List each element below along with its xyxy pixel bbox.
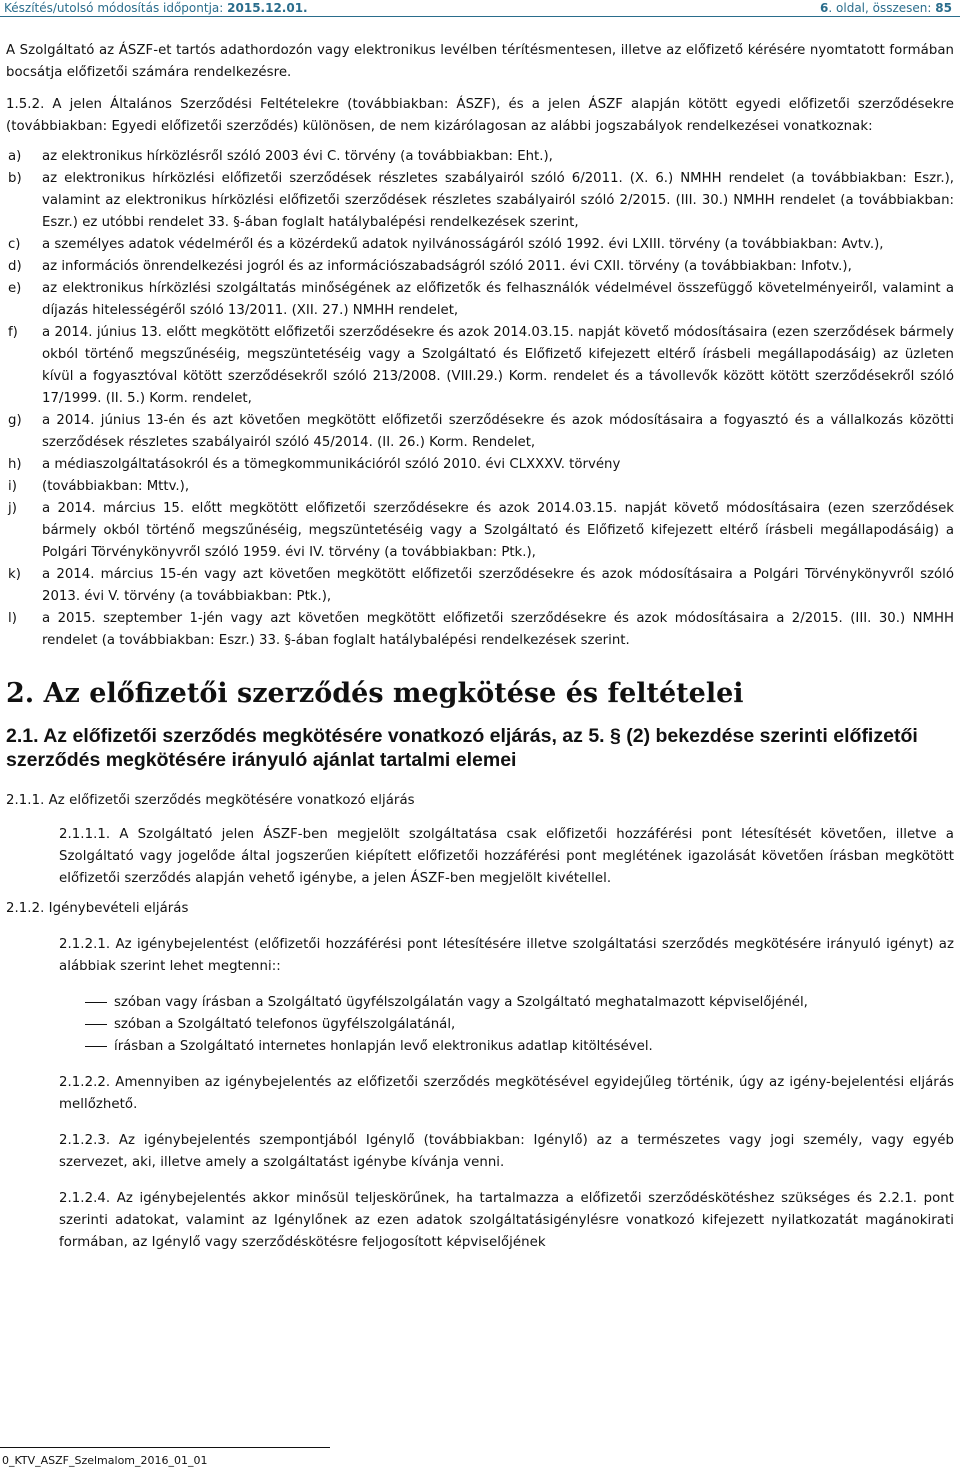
list-marker: c) (8, 237, 21, 252)
header-rule (0, 16, 960, 17)
header-right (820, 0, 952, 16)
section-2-heading: 2. Az előfizetői szerződés megkötése és feltételei (6, 678, 744, 709)
law-list-item (6, 322, 954, 410)
page-footer (0, 1447, 960, 1469)
law-list-item (6, 608, 954, 652)
list-item-text: a 2015. szeptember 1-jén vagy azt követően megkötött előfizetői szerződésekre és azok módosításaira a 2/2015. (III. 30.) NMHH rendelet (a továbbiakban: Eszr.) 33. §-ában foglalt hatálybalépési rendelkezések szerint. (42, 611, 954, 648)
list-marker: d) (8, 259, 22, 274)
section-2-1-2-3-paragraph: 2.1.2.3. Az igénybejelentés szempontjából Igénylő (továbbiakban: Igénylő) az a természetes vagy jogi személy, vagy egyéb szervezet, aki, illetve amely a szolgáltatást igénybe kívánja venni. (59, 1133, 954, 1170)
list-item-text: a 2014. március 15-én vagy azt követően megkötött előfizetői szerződésekre és azok módosításaira a Polgári Törvénykönyvről szóló 2013. évi V. törvény (a továbbiakban: Ptk.), (42, 567, 954, 604)
section-2-1-2-heading: 2.1.2. Igénybevételi eljárás (6, 901, 189, 916)
list-marker: e) (8, 281, 22, 296)
list-marker: f) (8, 325, 18, 340)
header-page-label: . oldal, összesen: (828, 1, 932, 15)
intro-paragraph: A Szolgáltató az ÁSZF-et tartós adathordozón vagy elektronikus levélben térítésmentesen, illetve az előfizető kérésére nyomtatott formában bocsátja előfizetői számára rendelkezésre. (6, 43, 954, 80)
list-item-text: a 2014. június 13. előtt megkötött előfizetői szerződésekre és azok 2014.03.15. napját követő módosításaira (ezen szerződések bármely okból történő megszűnéséig, megszüntetéséig vagy a Szolgáltató és Előfizető kifejezett eltérő írásbeli megállapodásáig) az üzleten kívül a fogyasztóval kötött szerződésekről szóló 213/2008. (VIII.29.) Korm. rendelet és a távollevők között kötött szerződésekről szóló 17/1999. (II. 5.) Korm. rendelet, (42, 325, 954, 406)
list-marker: k) (8, 567, 21, 582)
section-2-1-heading: 2.1. Az előfizetői szerződés megkötésére vonatkozó eljárás, az 5. § (2) bekezdése szerinti előfizetői szerződés megkötésére irányuló ajánlat tartalmi elemei (6, 725, 918, 771)
request-channel-text: szóban a Szolgáltató telefonos ügyfélszolgálatánál, (114, 1017, 456, 1032)
footer-rule (0, 1447, 330, 1448)
list-item-text: az elektronikus hírközlésről szóló 2003 évi C. törvény (a továbbiakban: Eht.), (42, 149, 553, 164)
document-body (6, 40, 954, 1254)
list-item-text: a 2014. június 13-én és azt követően megkötött előfizetői szerződésekre és azok módosításaira a fogyasztó és a vállalkozás közötti szerződések részletes szabályairól szóló 45/2014. (II. 26.) Korm. Rendelet, (42, 413, 954, 450)
request-channels-list (6, 992, 954, 1058)
section-2-1-2-4-block (59, 1188, 954, 1254)
request-channel-text: szóban vagy írásban a Szolgáltató ügyfélszolgálatán vagy a Szolgáltató meghatalmazott képviselőjénél, (114, 995, 808, 1010)
list-item-text: az elektronikus hírközlési előfizetői szerződések részletes szabályairól szóló 6/2011. (X. 6.) NMHH rendelet (a továbbiakban: Eszr.), valamint az elektronikus hírközlési előfizetői szerződések részletes szabályairól szóló 2/2015. (III. 30.) NMHH rendelet (a továbbiakban: Eszr.) ez utóbbi rendelet 33. §-ában foglalt hatálybalépési rendelkezések szerint, (42, 171, 954, 230)
list-item-text: a személyes adatok védelméről és a közérdekű adatok nyilvánosságáról szóló 1992. évi LXIII. törvény (a továbbiakban: Avtv.), (42, 237, 884, 252)
law-list-item (6, 256, 954, 278)
list-marker: j) (8, 501, 17, 516)
section-2-1-2-1-block (59, 934, 954, 978)
law-list-item (6, 498, 954, 564)
list-marker: a) (8, 149, 22, 164)
header-date: 2015.12.01. (227, 1, 308, 15)
section-2-1-2-1-paragraph: 2.1.2.1. Az igénybejelentést (előfizetői hozzáférési pont létesítésére illetve szolgáltatási szerződés megkötésére irányuló igényt) az alábbiak szerint lehet megtenni:: (59, 937, 954, 974)
law-list (6, 146, 954, 652)
law-list-item (6, 234, 954, 256)
header-page-total: 85 (935, 1, 952, 15)
law-list-item (6, 278, 954, 322)
law-list-item (6, 146, 954, 168)
section-2-1-1-1-block (59, 824, 954, 890)
list-marker: i) (8, 479, 17, 494)
header-date-label: Készítés/utolsó módosítás időpontja: (4, 1, 224, 15)
list-item-text: (továbbiakban: Mttv.), (42, 479, 190, 494)
law-list-item (6, 454, 954, 476)
list-item-text: a 2014. március 15. előtt megkötött előfizetői szerződésekre és azok 2014.03.15. napját követő módosításaira (ezen szerződések bármely okból történő megszűnéséig, megszüntetéséig vagy a Szolgáltató és Előfizető kifejezett eltérő írásbeli megállapodásáig) a Polgári Törvénykönyvről szóló 1959. évi IV. törvény (a továbbiakban: Ptk.), (42, 501, 954, 560)
law-list-item (6, 476, 954, 498)
section-2-1-2-2-block (59, 1072, 954, 1116)
request-channel-item (59, 1014, 954, 1036)
header-left (4, 0, 308, 16)
section-1-5-2-paragraph: 1.5.2. A jelen Általános Szerződési Feltételekre (továbbiakban: ÁSZF), és a jelen ÁSZF alapján kötött egyedi előfizetői szerződésekre (továbbiakban: Egyedi előfizetői szerződés) különösen, de nem kizárólagosan az alábbi jogszabályok rendelkezései vonatkoznak: (6, 97, 954, 134)
law-list-item (6, 564, 954, 608)
list-marker: g) (8, 413, 22, 428)
law-list-item (6, 168, 954, 234)
dash-marker (59, 1014, 114, 1036)
section-2-1-1-heading: 2.1.1. Az előfizetői szerződés megkötésére vonatkozó eljárás (6, 793, 415, 808)
list-item-text: az információs önrendelkezési jogról és az információszabadságról szóló 2011. évi CXII. törvény (a továbbiakban: Infotv.), (42, 259, 852, 274)
list-item-text: az elektronikus hírközlési szolgáltatás minőségének az előfizetők és felhasználók védelmével összefüggő követelményeiről, valamint a díjazás hitelességéről szóló 13/2011. (XII. 27.) NMHH rendelet, (42, 281, 954, 318)
law-list-item (6, 410, 954, 454)
list-marker: h) (8, 457, 22, 472)
footer-filename: 0_KTV_ASZF_Szelmalom_2016_01_01 (2, 1454, 208, 1467)
section-2-1-2-4-paragraph: 2.1.2.4. Az igénybejelentés akkor minősül teljeskörűnek, ha tartalmazza a előfizetői szerződéskötéshez szükséges és 2.2.1. pont szerinti adatokat, valamint az Igénylőnek az ezen adatok szolgáltatásigénylésre vonatkozó kifejezett nyilatkozatát magánokirati formában, az Igénylő vagy szerződéskötésre feljogosított képviselőjének (59, 1191, 954, 1250)
list-marker: b) (8, 171, 22, 186)
dash-marker (59, 992, 114, 1014)
list-marker: l) (8, 611, 17, 626)
section-2-1-1-1-text: 2.1.1.1. A Szolgáltató jelen ÁSZF-ben megjelölt szolgáltatása csak előfizetői hozzáférési pont létesítését követően, illetve a Szolgáltató vagy jogelőde által jogszerűen kiépített előfizetői hozzáférési pont meglétének igazolását követően írásban megkötött előfizetői szerződés alapján vehető igénybe, a jelen ÁSZF-ben megjelölt kivétellel. (59, 827, 954, 886)
page-header (0, 0, 960, 16)
header-page-number: 6 (820, 1, 829, 15)
section-2-1-2-2-paragraph: 2.1.2.2. Amennyiben az igénybejelentés az előfizetői szerződés megkötésével egyidejűleg történik, úgy az igény-bejelentési eljárás mellőzhető. (59, 1075, 954, 1112)
request-channel-item (59, 1036, 954, 1058)
request-channel-text: írásban a Szolgáltató internetes honlapján levő elektronikus adatlap kitöltésével. (114, 1039, 653, 1054)
request-channel-item (59, 992, 954, 1014)
dash-marker (59, 1036, 114, 1058)
section-2-1-1-1-paragraph (59, 824, 954, 890)
section-2-1-2-3-block (59, 1130, 954, 1174)
list-item-text: a médiaszolgáltatásokról és a tömegkommunikációról szóló 2010. évi CLXXXV. törvény (42, 457, 621, 472)
